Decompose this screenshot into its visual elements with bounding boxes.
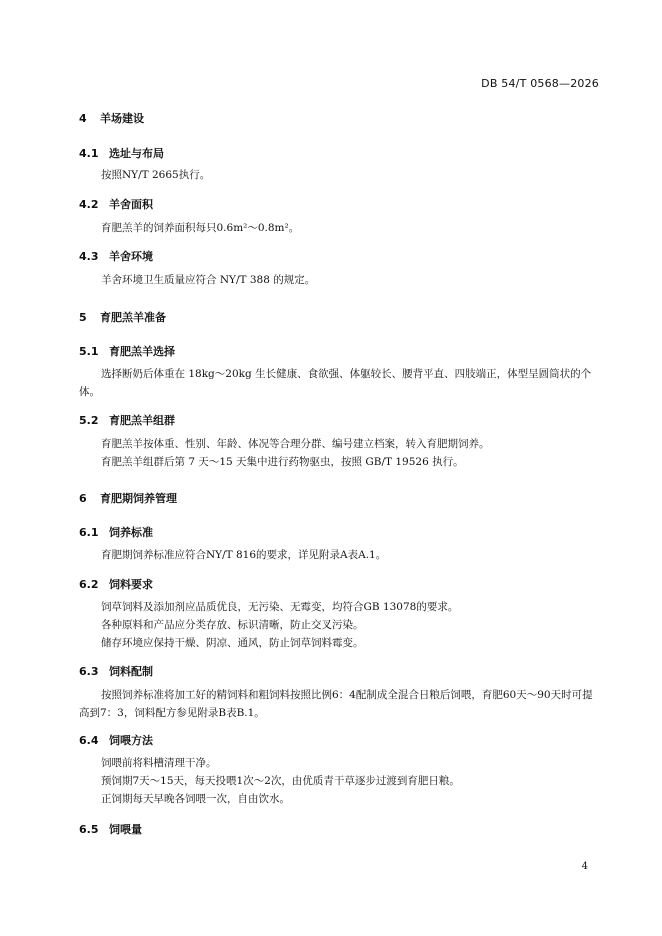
section-title: 育肥羔羊组群	[109, 414, 175, 427]
chapter-title: 羊场建设	[100, 112, 144, 125]
section-number: 6.1	[79, 526, 99, 539]
section-4-2-heading	[79, 196, 153, 212]
chapter-4-heading	[79, 110, 144, 126]
section-number: 4.3	[79, 250, 99, 263]
paragraph-line: 储存环境应保持干燥、阴凉、通风，防止饲草饲料霉变。	[101, 637, 364, 649]
section-title: 羊舍环境	[109, 250, 153, 263]
section-6-5-heading	[79, 821, 142, 837]
section-title: 羊舍面积	[109, 198, 153, 211]
section-number: 5.2	[79, 414, 99, 427]
section-5-1-heading	[79, 343, 175, 359]
paragraph-line: 各种原料和产品应分类存放、标识清晰，防止交叉污染。	[101, 619, 364, 631]
paragraph-line: 预饲期7天～15天，每天投喂1次～2次，由优质青干草逐步过渡到育肥日粮。	[101, 775, 460, 787]
chapter-number: 6	[79, 492, 87, 505]
paragraph: 育肥羔羊的饲养面积每只0.6m²～0.8m²。	[101, 222, 300, 234]
section-number: 6.5	[79, 823, 99, 836]
section-title: 育肥羔羊选择	[109, 345, 175, 358]
chapter-title: 育肥期饲养管理	[100, 492, 177, 505]
paragraph	[79, 754, 596, 808]
section-title: 饲养标准	[109, 526, 153, 539]
section-number: 5.1	[79, 345, 99, 358]
section-number: 6.2	[79, 578, 99, 591]
paragraph: 按照NY/T 2665执行。	[101, 169, 211, 181]
paragraph: 育肥期饲养标准应符合NY/T 816的要求，详见附录A表A.1。	[101, 549, 387, 561]
section-title: 饲料配制	[109, 665, 153, 678]
chapter-number: 5	[79, 311, 87, 324]
section-6-2-heading	[79, 576, 153, 592]
section-number: 4.2	[79, 198, 99, 211]
chapter-title: 育肥羔羊准备	[100, 311, 166, 324]
paragraph: 羊舍环境卫生质量应符合 NY/T 388 的规定。	[101, 274, 316, 286]
paragraph	[79, 598, 596, 652]
paragraph-line: 饲草饲料及添加剂应品质优良，无污染、无霉变，均符合GB 13078的要求。	[101, 601, 459, 613]
section-6-3-heading	[79, 663, 153, 679]
section-title: 饲料要求	[109, 578, 153, 591]
paragraph-line: 育肥羔羊组群后第 7 天～15 天集中进行药物驱虫，按照 GB/T 19526 执行。	[101, 456, 464, 468]
paragraph-line: 正饲期每天早晚各饲喂一次，自由饮水。	[101, 793, 290, 805]
paragraph	[79, 435, 596, 471]
section-5-2-heading	[79, 412, 175, 428]
section-title: 饲喂量	[109, 823, 142, 836]
section-number: 6.3	[79, 665, 99, 678]
chapter-number: 4	[79, 112, 87, 125]
paragraph-line: 育肥羔羊按体重、性别、年龄、体况等合理分群、编号建立档案，转入育肥期饲养。	[101, 438, 490, 450]
chapter-5-heading	[79, 309, 166, 325]
document-code: DB 54/T 0568—2026	[481, 77, 599, 90]
section-title: 饲喂方法	[109, 734, 153, 747]
section-4-3-heading	[79, 248, 153, 264]
section-title: 选址与布局	[109, 147, 164, 160]
paragraph: 选择断奶后体重在 18kg～20kg 生长健康、食欲强、体躯较长、腰背平直、四肢端正，体型呈圆筒状的个体。	[79, 368, 592, 398]
chapter-6-heading	[79, 490, 177, 506]
section-number: 4.1	[79, 147, 99, 160]
page-number: 4	[581, 861, 588, 872]
section-4-1-heading	[79, 145, 164, 161]
paragraph: 按照饲养标准将加工好的精饲料和粗饲料按照比例6：4配制成全混合日粮后饲喂，育肥60天～90天时可提高到7：3，饲料配方参见附录B表B.1。	[79, 689, 593, 719]
section-number: 6.4	[79, 734, 99, 747]
section-6-1-heading	[79, 524, 153, 540]
paragraph-line: 饲喂前将料槽清理干净。	[101, 757, 217, 769]
section-6-4-heading	[79, 732, 153, 748]
